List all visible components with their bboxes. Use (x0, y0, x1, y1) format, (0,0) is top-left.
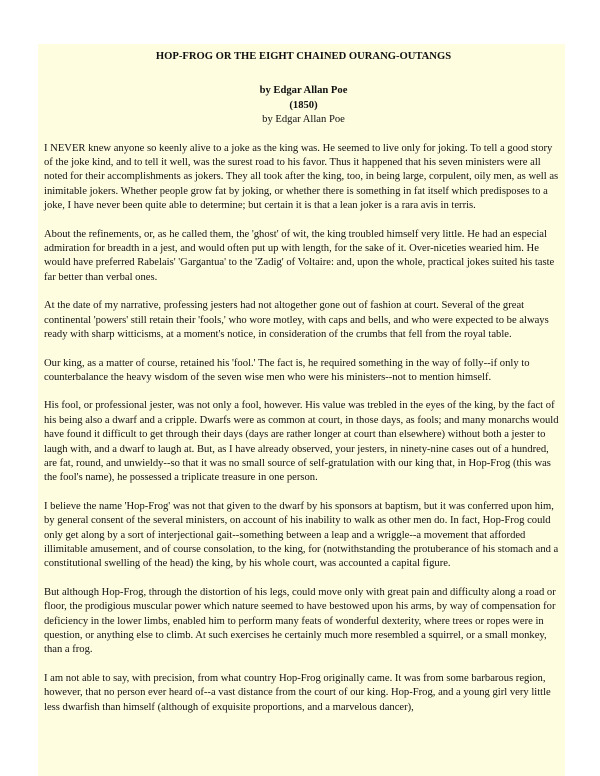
paragraph: His fool, or professional jester, was not only a fool, however. His value was trebled in the eyes of the king, by the fact of his being also a dwarf and a cripple. Dwarfs were as common at court, in those days, as fools; and many monarchs would have found it difficult to get through their days (days are rather longer at court than elsewhere) without both a jester to laugh with, and a dwarf to laugh at. But, as I have already observed, your jesters, in ninety-nine cases out of a hundred, are fat, round, and unwieldy--so that it was no small source of self-gratulation with our king that, in Hop-Frog (this was the fool's name), he possessed a triplicate treasure in one person. (44, 400, 559, 484)
paragraph: But although Hop-Frog, through the distortion of his legs, could move only with great pain and difficulty along a road or floor, the prodigious muscular power which nature seemed to have bestowed upon his arms, by way of compensation for deficiency in the lower limbs, enabled him to perform many feats of wonderful dexterity, where trees or ropes were in question, or anything else to climb. At such exercises he certainly much more resembled a squirrel, or a small monkey, than a frog. (44, 586, 556, 656)
paragraph: About the refinements, or, as he called them, the 'ghost' of wit, the king troubled himself very little. He had an especial admiration for breadth in a jest, and would often put up with length, for the sake of it. Over-niceties wearied him. He would have preferred Rabelais' 'Gargantua' to the 'Zadig' of Voltaire: and, upon the whole, practical jokes suited his taste far better than verbal ones. (44, 228, 555, 283)
paragraph: At the date of my narrative, professing jesters had not altogether gone out of fashion at court. Several of the great continental 'powers' still retain their 'fools,' who wore motley, with caps and bells, and who were expected to be always ready with sharp witticisms, at a moment's notice, in consideration of the crumbs that fell from the royal table. (44, 300, 549, 341)
publication-year: (1850) (289, 99, 318, 111)
paragraph: I am not able to say, with precision, from what country Hop-Frog originally came. It was from some barbarous region, however, that no person ever heard of--a vast distance from the court of our king. Hop-Frog, and a young girl very little less dwarfish than himself (although of exquisite proportions, and a marvelous dancer), (44, 672, 551, 713)
paragraph: I believe the name 'Hop-Frog' was not that given to the dwarf by his sponsors at baptism, but it was conferred upon him, by general consent of the several ministers, on account of his inability to walk as other men do. In fact, Hop-Frog could only get along by a sort of interjectional gait--something between a leap and a wriggle--a movement that afforded illimitable amusement, and of course consolation, to the king, for (notwithstanding the protuberance of his stomach and a constitutional swelling of the head) the king, by his whole court, was accounted a capital figure. (44, 500, 559, 570)
document-body (44, 50, 563, 729)
author-line: by Edgar Allan Poe (262, 114, 345, 126)
document-title: HOP-FROG OR THE EIGHT CHAINED OURANG-OUTANGS (155, 51, 452, 62)
paragraph: Our king, as a matter of course, retained his 'fool.' The fact is, he required something in the way of folly--if only to counterbalance the heavy wisdom of the seven wise men who were his ministers--not to mention himself. (44, 357, 530, 383)
byline: by Edgar Allan Poe (259, 85, 348, 97)
paragraph: I NEVER knew anyone so keenly alive to a joke as the king was. He seemed to live only for joking. To tell a good story of the joke kind, and to tell it well, was the surest road to his favor. Thus it happened that his seven ministers were all noted for their accomplishments as jokers. They all took after the king, too, in being large, corpulent, oily men, as well as inimitable jokers. Whether people grow fat by joking, or whether there is something in fat itself which predisposes to a joke, I have never been quite able to determine; but certain it is that a lean joker is a rara avis in terris. (44, 142, 559, 212)
